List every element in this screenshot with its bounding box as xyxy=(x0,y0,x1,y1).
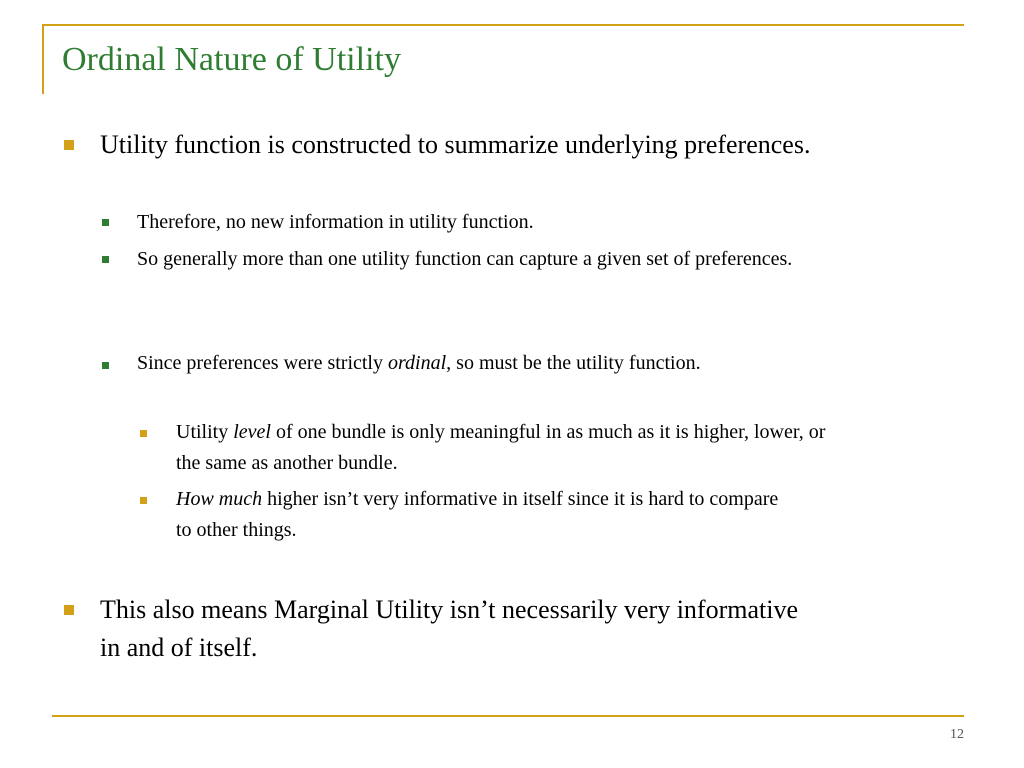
text-segment: Since preferences were strictly xyxy=(137,352,388,374)
page-number: 12 xyxy=(950,727,964,742)
text-segment: This also means Marginal Utility isn’t necessarily very informative in and of itself. xyxy=(100,595,799,662)
text-segment: higher isn’t very informative in itself since it is hard to compare to other things. xyxy=(176,488,779,541)
text-segment: Utility xyxy=(176,421,234,443)
bullet-text xyxy=(176,417,826,479)
italic-text-segment: ordinal xyxy=(388,352,447,374)
square-bullet-icon xyxy=(140,497,147,504)
square-bullet-icon xyxy=(64,140,74,150)
text-segment: , so must be the utility function. xyxy=(446,352,701,374)
bottom-accent-rule xyxy=(52,715,964,717)
slide-title: Ordinal Nature of Utility xyxy=(62,41,401,78)
italic-text-segment: How much xyxy=(176,488,263,510)
square-bullet-icon xyxy=(102,362,109,369)
text-segment: Utility function is constructed to summarize underlying preferences. xyxy=(100,130,811,159)
top-accent-rule xyxy=(42,24,964,26)
bullet-text xyxy=(137,244,797,275)
text-segment: Therefore, no new information in utility function. xyxy=(137,211,534,233)
square-bullet-icon xyxy=(140,430,147,437)
bullet-text xyxy=(100,126,820,164)
bullet-text xyxy=(137,348,777,379)
text-segment: of one bundle is only meaningful in as much as it is higher, lower, or the same as another bundle. xyxy=(176,421,826,474)
square-bullet-icon xyxy=(102,256,109,263)
italic-text-segment: level xyxy=(233,421,271,443)
text-segment: So generally more than one utility function can capture a given set of preferences. xyxy=(137,248,793,270)
bullet-text xyxy=(100,591,820,667)
left-accent-rule xyxy=(42,24,44,94)
bullet-text xyxy=(176,484,796,546)
square-bullet-icon xyxy=(102,219,109,226)
square-bullet-icon xyxy=(64,605,74,615)
bullet-text xyxy=(137,207,827,238)
